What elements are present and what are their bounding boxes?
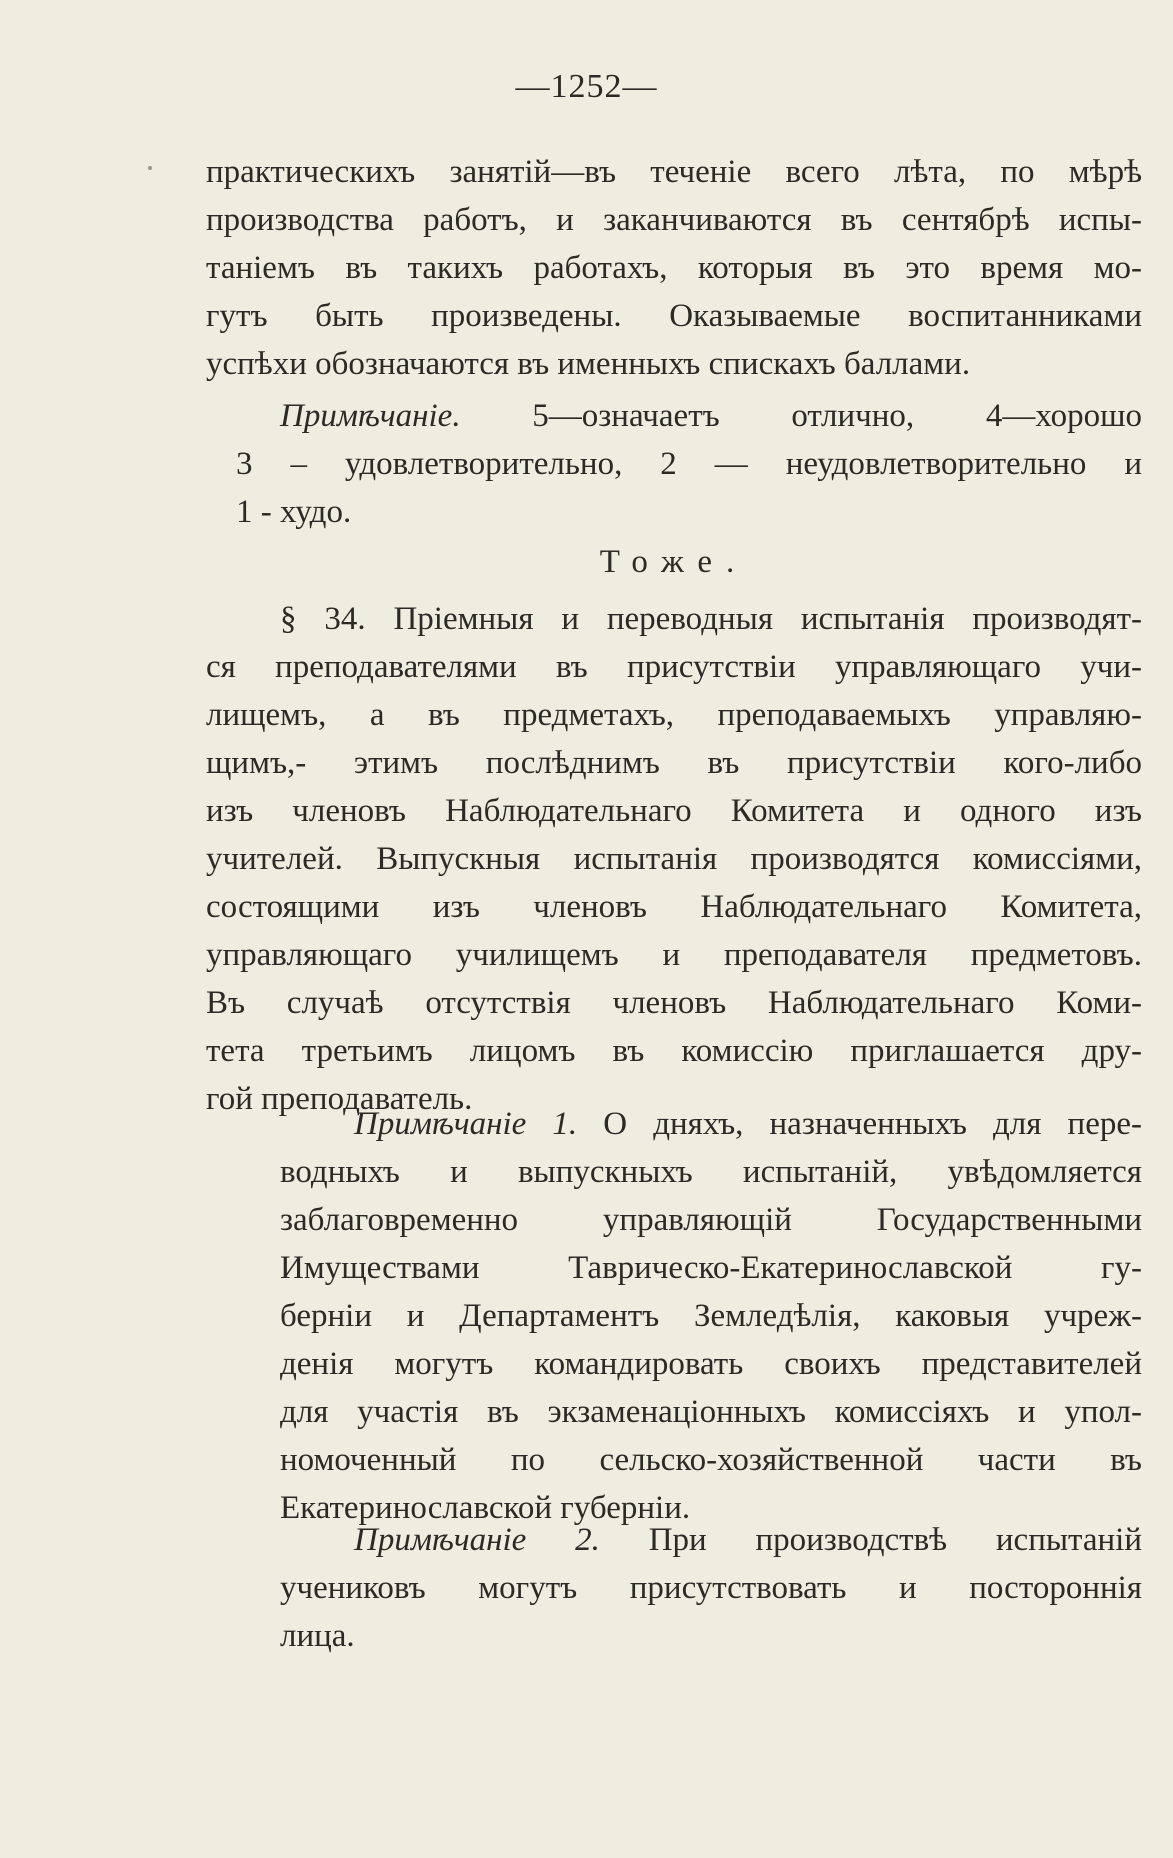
note-first-line xyxy=(280,392,1142,440)
text-line: для участія въ экзаменаціонныхъ комиссіяхъ и упол- xyxy=(280,1394,1142,1430)
note-first-line xyxy=(354,1100,1142,1148)
note-2 xyxy=(280,1516,1142,1660)
text-line: успѣхи обозначаются въ именныхъ спискахъ баллами. xyxy=(206,346,971,382)
paragraph-1 xyxy=(206,148,1142,388)
text-line: лищемъ, а въ предметахъ, преподаваемыхъ управляю- xyxy=(206,697,1142,733)
text-line: щимъ,- этимъ послѣднимъ въ присутствіи кого-либо xyxy=(206,745,1142,781)
text-line: заблаговременно управляющій Государственными xyxy=(280,1202,1142,1238)
note-text: При производствѣ испытаній xyxy=(599,1522,1142,1558)
text-line: водныхъ и выпускныхъ испытаній, увѣдомляется xyxy=(280,1154,1142,1190)
page-number: —1252— xyxy=(515,68,658,105)
text-line: лица. xyxy=(280,1618,355,1654)
section-title xyxy=(206,538,1142,586)
note-grading xyxy=(236,392,1142,536)
text-line: 3 – удовлетворительно, 2 — неудовлетворительно и xyxy=(236,446,1142,482)
note-text: О дняхъ, назначенныхъ для пере- xyxy=(577,1106,1142,1142)
section-title-text: Тоже. xyxy=(599,544,749,580)
text-line: ся преподавателями въ присутствіи управляющаго учи- xyxy=(206,649,1142,685)
text-line: производства работъ, и заканчиваются въ сентябрѣ испы- xyxy=(206,202,1142,238)
note-label: Примѣчаніе 1. xyxy=(354,1106,578,1142)
text-line: управляющаго училищемъ и преподавателя предметовъ. xyxy=(206,937,1142,973)
margin-mark xyxy=(148,166,152,170)
text-line: состоящими изъ членовъ Наблюдательнаго Комитета, xyxy=(206,889,1142,925)
text-line: изъ членовъ Наблюдательнаго Комитета и одного изъ xyxy=(206,793,1142,829)
text-line: тета третьимъ лицомъ въ комиссію приглашается дру- xyxy=(206,1033,1142,1069)
text-line: учителей. Выпускныя испытанія производятся комиссіями, xyxy=(206,841,1142,877)
text-line: гой преподаватель. xyxy=(206,1081,473,1117)
paragraph-34 xyxy=(206,595,1142,1123)
text-line: гутъ быть произведены. Оказываемые воспитанниками xyxy=(206,298,1142,334)
text-line: берніи и Департаментъ Земледѣлія, каковыя учреж- xyxy=(280,1298,1142,1334)
text-line: Екатеринославской губерніи. xyxy=(280,1490,691,1526)
text-line: 1 - худо. xyxy=(236,494,352,530)
text-line: Въ случаѣ отсутствія членовъ Наблюдательнаго Коми- xyxy=(206,985,1142,1021)
text-line: Имуществами Таврическо-Екатеринославской гу- xyxy=(280,1250,1142,1286)
note-1 xyxy=(280,1100,1142,1532)
text-line: таніемъ въ такихъ работахъ, которыя въ это время мо- xyxy=(206,250,1142,286)
text-line: § 34. Пріемныя и переводныя испытанія производят- xyxy=(280,601,1142,637)
note-label: Примѣчаніе 2. xyxy=(354,1522,600,1558)
text-line: денія могутъ командировать своихъ представителей xyxy=(280,1346,1142,1382)
note-text: 5—означаетъ отлично, 4—хорошо xyxy=(460,398,1142,434)
text-line: учениковъ могутъ присутствовать и постороннія xyxy=(280,1570,1142,1606)
note-label: Примѣчаніе. xyxy=(280,398,461,434)
note-first-line xyxy=(354,1516,1142,1564)
text-line: практическихъ занятій—въ теченіе всего лѣта, по мѣрѣ xyxy=(206,154,1142,190)
text-line: номоченный по сельско-хозяйственной части въ xyxy=(280,1442,1142,1478)
